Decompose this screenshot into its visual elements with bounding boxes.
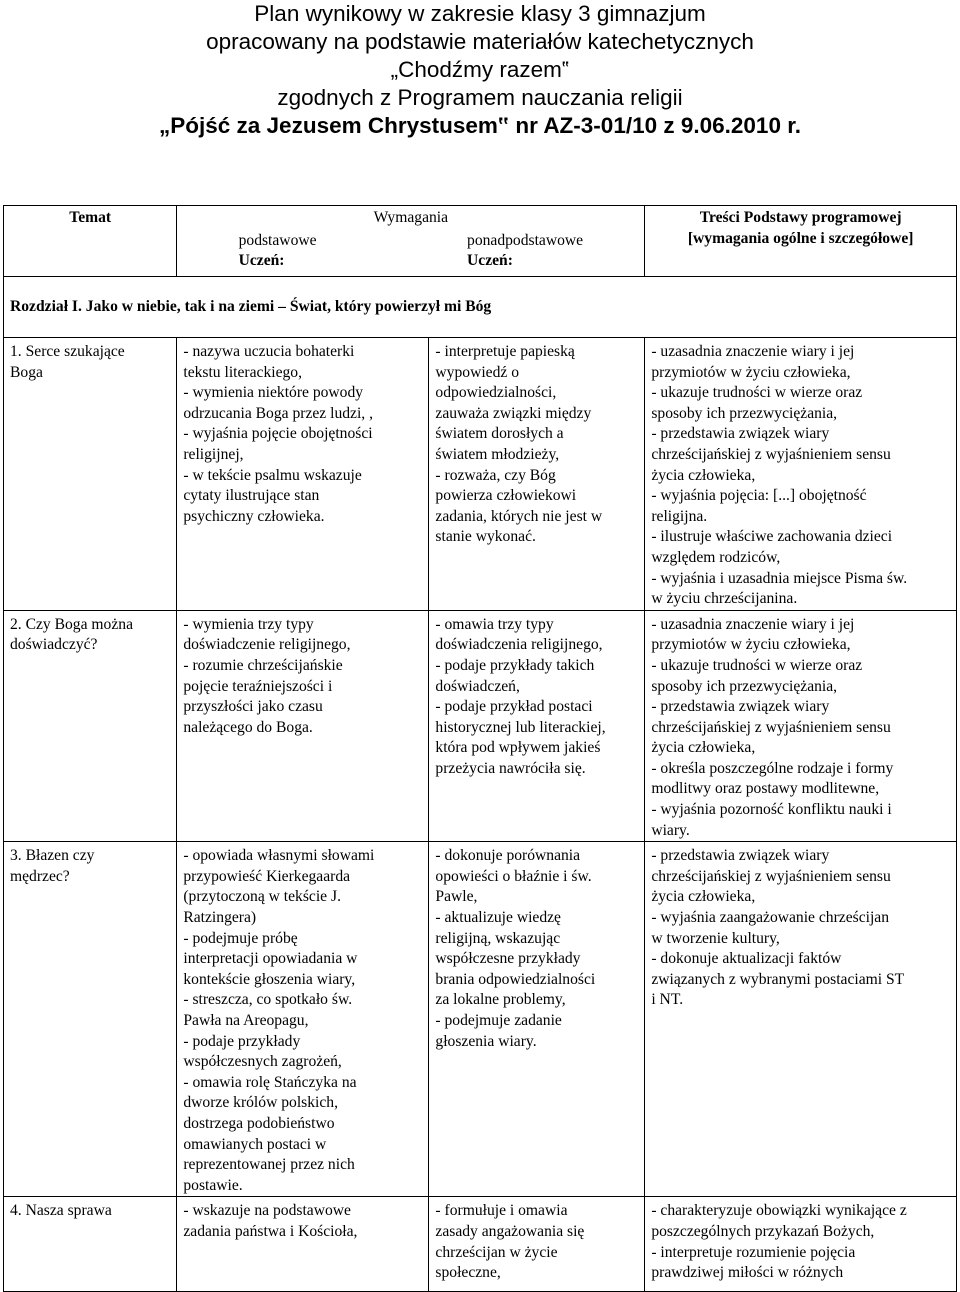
cell-line: w życiu chrześcijanina. [651, 590, 798, 608]
cell-temat [4, 842, 177, 1197]
cell-line: związanych z wybranymi postaciami ST [651, 970, 905, 988]
cell-ponadpodstawowe [429, 1197, 645, 1292]
cell-line: interpretacji opowiadania w [183, 950, 358, 968]
cell-line: współczesne przykłady [435, 950, 581, 968]
cell-line: odpowiedzialności, [435, 384, 557, 402]
cell-line: - interpretuje papieską [435, 343, 575, 360]
cell-line: należącego do Boga. [183, 718, 313, 736]
cell-podstawowe [177, 1197, 429, 1292]
cell-line: poszczególnych przykazań Bożych, [651, 1222, 875, 1240]
cell-line: doświadczenia religijnego, [435, 636, 603, 654]
cell-podstawowe [177, 338, 429, 611]
title-line-5: „Pójść za Jezusem Chrystusem‟ nr AZ-3-01/10 z 9.06.2010 r. [159, 113, 801, 138]
cell-line: - w tekście psalmu wskazuje [183, 466, 362, 484]
cell-line: mędrzec? [10, 867, 70, 885]
cell-line: - podaje przykład postaci [435, 698, 593, 716]
cell-line: powierza człowiekowi [435, 487, 577, 505]
cell-tresci [645, 338, 957, 611]
cell-line: współczesnych zagrożeń, [183, 1053, 342, 1071]
header-ponadpodstawowe: ponadpodstawowe Uczeń: [467, 231, 584, 270]
cell-line: sposoby ich przezwyciężania, [651, 404, 838, 422]
title-line-1: Plan wynikowy w zakresie klasy 3 gimnazjum [254, 1, 706, 26]
cell-line: historycznej lub literackiej, [435, 718, 606, 736]
cell-line: - ilustruje właściwe zachowania dzieci [651, 528, 893, 546]
cell-line: przymiotów w życiu człowieka, [651, 636, 851, 654]
cell-line: religijna. [651, 507, 708, 525]
cell-line: cytaty ilustrujące stan [183, 487, 320, 505]
cell-line: - rozumie chrześcijańskie [183, 656, 343, 674]
title-line-4: zgodnych z Programem nauczania religii [277, 85, 683, 110]
cell-line: zasady angażowania się [435, 1222, 585, 1240]
cell-line: - podaje przykłady [183, 1032, 301, 1050]
cell-line: - formułuje i omawia [435, 1202, 568, 1220]
cell-line: Boga [10, 363, 43, 381]
cell-line: zauważa związki między [435, 404, 592, 422]
cell-line: - wyjaśnia pojęcia: [...] obojętność [651, 487, 867, 505]
cell-line: która pod wpływem jakieś [435, 739, 601, 757]
cell-line: - omawia rolę Stańczyka na [183, 1073, 357, 1091]
plan-table [3, 205, 957, 1292]
table-row [4, 610, 957, 842]
cell-line: światem młodzieży, [435, 445, 560, 463]
cell-line: - wyjaśnia zaangażowanie chrześcijan [651, 909, 890, 927]
cell-line: za lokalne problemy, [435, 991, 566, 1009]
document-title [0, 0, 960, 140]
cell-line: chrześcijan w życie [435, 1243, 558, 1261]
cell-line: postawie. [183, 1176, 243, 1194]
cell-podstawowe [177, 610, 429, 842]
header-podstawowe: podstawowe Uczeń: [238, 231, 317, 270]
cell-line: - aktualizuje wiedzę [435, 909, 561, 927]
cell-line: Pawle, [435, 888, 478, 906]
cell-line: życia człowieka, [651, 888, 756, 906]
cell-tresci [645, 610, 957, 842]
cell-line: doświadczenie religijnego, [183, 636, 351, 654]
cell-tresci [645, 842, 957, 1197]
cell-line: i NT. [651, 991, 684, 1009]
cell-line: opowieści o błaźnie i św. [435, 867, 592, 885]
cell-line: (przytoczoną w tekście J. [183, 888, 341, 906]
cell-line: - opowiada własnymi słowami [183, 847, 375, 865]
table-header-row [4, 206, 957, 277]
cell-line: społeczne, [435, 1264, 501, 1282]
cell-line: dostrzega podobieństwo [183, 1114, 335, 1132]
cell-line: względem rodziców, [651, 548, 781, 566]
section-title: Rozdział I. Jako w niebie, tak i na ziemi – Świat, który powierzył mi Bóg [4, 277, 957, 338]
cell-line: dworze królów polskich, [183, 1094, 338, 1112]
cell-line: przyszłości jako czasu [183, 698, 323, 716]
cell-line: brania odpowiedzialności [435, 970, 596, 988]
cell-line: 1. Serce szukające [10, 343, 125, 360]
cell-line: 4. Nasza sprawa [10, 1202, 112, 1220]
cell-line: Pawła na Areopagu, [183, 1012, 309, 1029]
cell-line: 3. Błazen czy [10, 847, 95, 865]
cell-temat [4, 338, 177, 611]
cell-line: - dokonuje aktualizacji faktów [651, 950, 842, 968]
cell-line: modlitwy oraz postawy modlitewne, [651, 780, 880, 798]
cell-line: przeżycia nawróciła się. [435, 759, 586, 777]
cell-ponadpodstawowe [429, 842, 645, 1197]
cell-line: pojęcie teraźniejszości i [183, 677, 333, 695]
cell-line: - wyjaśnia i uzasadnia miejsce Pisma św. [651, 569, 908, 587]
header-tresci: Treści Podstawy programowej [wymagania ogólne i szczegółowe] [645, 206, 957, 277]
cell-temat [4, 1197, 177, 1292]
cell-line: - omawia trzy typy [435, 615, 554, 633]
cell-line: - podejmuje próbę [183, 929, 298, 947]
cell-line: zadania państwa i Kościoła, [183, 1222, 358, 1240]
cell-line: Ratzingera) [183, 909, 257, 927]
cell-line: doświadczeń, [435, 677, 520, 695]
cell-line: - uzasadnia znaczenie wiary i jej [651, 615, 855, 633]
cell-temat [4, 610, 177, 842]
cell-line: doświadczyć? [10, 636, 98, 654]
table-row [4, 338, 957, 611]
cell-line: - określa poszczególne rodzaje i formy [651, 759, 894, 777]
cell-line: 2. Czy Boga można [10, 615, 133, 633]
cell-line: omawianych postaci w [183, 1135, 327, 1153]
cell-line: zadania, których nie jest w [435, 507, 603, 525]
cell-line: wiary. [651, 821, 690, 839]
cell-line: tekstu literackiego, [183, 363, 303, 381]
cell-line: przymiotów w życiu człowieka, [651, 363, 851, 381]
cell-line: - wymienia niektóre powody [183, 384, 364, 402]
cell-line: psychiczny człowieka. [183, 507, 325, 525]
cell-ponadpodstawowe [429, 338, 645, 611]
cell-line: - charakteryzuje obowiązki wynikające z [651, 1202, 907, 1220]
cell-line: - przedstawia związek wiary [651, 425, 830, 443]
cell-line: głoszenia wiary. [435, 1032, 537, 1050]
cell-line: - dokonuje porównania [435, 847, 581, 865]
cell-line: życia człowieka, [651, 739, 756, 757]
header-wymagania-label: Wymagania [373, 209, 449, 226]
cell-line: religijną, wskazując [435, 929, 561, 947]
cell-line: - uzasadnia znaczenie wiary i jej [651, 343, 855, 360]
cell-line: chrześcijańskiej z wyjaśnieniem sensu [651, 718, 891, 736]
header-wymagania [177, 206, 645, 277]
cell-line: - wyjaśnia pozorność konfliktu nauki i [651, 801, 892, 819]
cell-line: prawdziwej miłości w różnych [651, 1264, 844, 1282]
cell-line: - wymienia trzy typy [183, 615, 314, 633]
cell-tresci [645, 1197, 957, 1292]
cell-line: chrześcijańskiej z wyjaśnieniem sensu [651, 445, 891, 463]
header-temat: Temat [4, 206, 177, 277]
cell-line: reprezentowanej przez nich [183, 1156, 355, 1174]
cell-line: - interpretuje rozumienie pojęcia [651, 1243, 856, 1261]
cell-line: odrzucania Boga przez ludzi, , [183, 404, 373, 422]
cell-line: - ukazuje trudności w wierze oraz [651, 384, 863, 402]
cell-line: przypowieść Kierkegaarda [183, 867, 351, 885]
title-line-2: opracowany na podstawie materiałów katechetycznych [206, 29, 754, 54]
cell-line: - nazywa uczucia bohaterki [183, 343, 355, 360]
cell-line: życia człowieka, [651, 466, 756, 484]
cell-line: - wskazuje na podstawowe [183, 1202, 351, 1220]
cell-line: - wyjaśnia pojęcie obojętności [183, 425, 373, 443]
cell-line: - ukazuje trudności w wierze oraz [651, 656, 863, 674]
cell-ponadpodstawowe [429, 610, 645, 842]
title-line-3: „Chodźmy razem‟ [390, 57, 570, 82]
cell-line: światem dorosłych a [435, 425, 564, 443]
cell-podstawowe [177, 842, 429, 1197]
cell-line: - podaje przykłady takich [435, 656, 595, 674]
cell-line: - przedstawia związek wiary [651, 847, 830, 865]
cell-line: stanie wykonać. [435, 528, 536, 546]
table-row [4, 1197, 957, 1292]
cell-line: chrześcijańskiej z wyjaśnieniem sensu [651, 867, 891, 885]
cell-line: - podejmuje zadanie [435, 1012, 562, 1029]
cell-line: wypowiedź o [435, 363, 520, 381]
cell-line: religijnej, [183, 445, 244, 463]
cell-line: kontekście głoszenia wiary, [183, 970, 356, 988]
table-row [4, 842, 957, 1197]
cell-line: - streszcza, co spotkało św. [183, 991, 353, 1009]
cell-line: - rozważa, czy Bóg [435, 466, 556, 484]
section-row [4, 277, 957, 338]
cell-line: sposoby ich przezwyciężania, [651, 677, 838, 695]
cell-line: w tworzenie kultury, [651, 929, 780, 947]
cell-line: - przedstawia związek wiary [651, 698, 830, 716]
